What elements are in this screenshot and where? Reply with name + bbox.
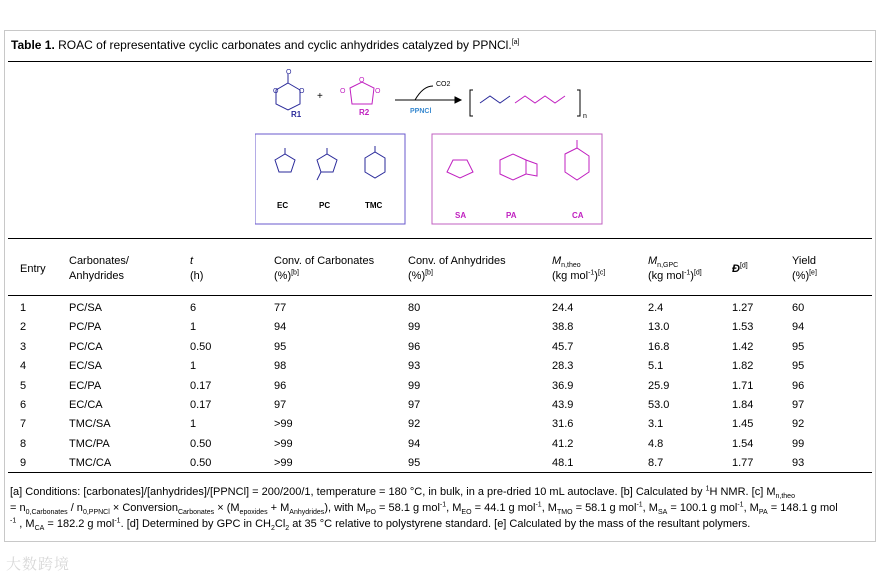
ec-structure xyxy=(275,148,295,172)
cell-dispersity: 1.42 xyxy=(732,340,754,353)
cell-sample: PC/CA xyxy=(69,340,103,353)
cell-yield: 95 xyxy=(792,340,805,353)
catalyst-label: PPNCl xyxy=(410,108,432,115)
cell-yield: 94 xyxy=(792,321,805,334)
pa-structure xyxy=(500,154,537,180)
cell-conv-anhydrides: 99 xyxy=(408,321,421,334)
co2-label: CO2 xyxy=(436,81,451,88)
cell-conv-carbonates: 95 xyxy=(274,340,287,353)
watermark: 大数跨境 xyxy=(6,556,71,573)
cell-yield: 60 xyxy=(792,302,805,314)
svg-text:O: O xyxy=(359,77,365,84)
svg-text:O: O xyxy=(375,88,381,95)
cell-time: 0.17 xyxy=(190,379,212,392)
cell-conv-anhydrides: 80 xyxy=(408,302,421,314)
cell-entry: 4 xyxy=(20,360,27,373)
cell-entry: 5 xyxy=(20,379,27,392)
table-bottom-rule xyxy=(8,472,872,473)
cell-conv-carbonates: 98 xyxy=(274,360,287,373)
r2-label: R2 xyxy=(359,108,370,117)
cell-mn-theo: 45.7 xyxy=(552,340,574,353)
svg-text:O: O xyxy=(273,88,279,95)
cell-mn-theo: 31.6 xyxy=(552,418,574,431)
cell-mn-theo: 43.9 xyxy=(552,399,574,411)
ca-label: CA xyxy=(572,211,584,220)
cell-time: 0.50 xyxy=(190,340,212,353)
cell-conv-carbonates: 96 xyxy=(274,379,287,392)
cell-time: 0.17 xyxy=(190,399,212,411)
cell-time: 1 xyxy=(190,360,197,373)
ca-structure xyxy=(565,140,589,180)
cell-mn-theo: 48.1 xyxy=(552,457,574,470)
cell-yield: 96 xyxy=(792,379,805,392)
cell-yield: 97 xyxy=(792,399,805,411)
footnote-c: [c] $M_{n,theo}$ = $n_{0,Carbonates} / n_{0,PPNCl}$ × Conversion$_{Carbonates}$ × $(M_{epoxides} + M_{Anhydrides})$, with $M_{PO} = 58.1$ g mol$^{-1}$, $M_{EO} = 44.1$ g mol$^{-1}$, $M_{TMO} = 58.1$ g mol$^{-1}$, $M_{SA} = 100.1$ g mol$^{-1}$, $M_{PA} = 148.1$ g mol $^{-1}$ , $M_{CA} = 182.2$ g mol$^{-1}$ xyxy=(10,486,838,533)
cell-mn-theo: 28.3 xyxy=(552,360,574,373)
cell-mn-gpc: 2.4 xyxy=(648,302,664,314)
r1-label: R1 xyxy=(291,110,302,119)
table-footnotes xyxy=(10,484,874,532)
cell-entry: 3 xyxy=(20,340,27,353)
header-top-rule xyxy=(8,238,872,239)
cell-conv-anhydrides: 95 xyxy=(408,457,421,470)
ec-label: EC xyxy=(277,201,289,210)
cell-dispersity: 1.82 xyxy=(732,360,754,373)
header-mn-gpc: $M_{n,GPC}$ (kg mol$^{-1}$)[d] xyxy=(648,255,702,282)
cell-mn-gpc: 16.8 xyxy=(648,340,670,353)
caption-label: Table 1. xyxy=(11,38,55,52)
cell-entry: 6 xyxy=(20,399,27,411)
cell-sample: TMC/CA xyxy=(69,457,112,470)
caption-text: ROAC of representative cyclic carbonates and cyclic anhydrides catalyzed by PPNCl. xyxy=(58,38,512,52)
cell-sample: EC/CA xyxy=(69,399,103,411)
cell-conv-carbonates: >99 xyxy=(274,418,293,431)
table-caption xyxy=(11,38,519,52)
cell-conv-carbonates: >99 xyxy=(274,437,293,450)
sa-label: SA xyxy=(455,211,467,220)
cell-time: 6 xyxy=(190,302,197,314)
cell-mn-gpc: 13.0 xyxy=(648,321,670,334)
cell-yield: 95 xyxy=(792,360,805,373)
cell-time: 1 xyxy=(190,418,197,431)
carbonate-box xyxy=(255,134,405,224)
cell-time: 1 xyxy=(190,321,197,334)
cell-mn-theo: 41.2 xyxy=(552,437,574,450)
cell-conv-anhydrides: 93 xyxy=(408,360,421,373)
cell-entry: 9 xyxy=(20,457,27,470)
cell-yield: 93 xyxy=(792,457,805,470)
header-yield: Yield (%)[e] xyxy=(792,255,817,282)
reaction-arrow xyxy=(395,86,461,103)
cell-entry: 7 xyxy=(20,418,27,431)
cell-mn-gpc: 53.0 xyxy=(648,399,670,411)
cell-mn-gpc: 5.1 xyxy=(648,360,664,373)
cell-dispersity: 1.84 xyxy=(732,399,754,411)
footnote-e: [e] Calculated by the mass of the resultant polymers. xyxy=(491,518,751,530)
cell-sample: EC/PA xyxy=(69,379,102,392)
header-time: t (h) xyxy=(190,255,204,282)
n-label: n xyxy=(583,113,587,120)
cell-conv-carbonates: 97 xyxy=(274,399,287,411)
footnote-b: [b] Calculated by $^1$H NMR. xyxy=(620,485,749,498)
header-mn-theo: $M_{n,theo}$ (kg mol$^{-1}$)[c] xyxy=(552,255,606,282)
cell-dispersity: 1.71 xyxy=(732,379,754,392)
header-dispersity: Đ[d] xyxy=(732,262,748,275)
cell-dispersity: 1.53 xyxy=(732,321,754,334)
svg-text:O: O xyxy=(340,88,346,95)
cell-entry: 8 xyxy=(20,437,27,450)
cell-time: 0.50 xyxy=(190,437,212,450)
carbonate-o: O xyxy=(286,69,292,76)
top-rule xyxy=(8,61,872,62)
carbonate-ring xyxy=(276,74,300,110)
cell-mn-gpc: 8.7 xyxy=(648,457,664,470)
polymer-structure xyxy=(470,90,580,116)
cell-sample: TMC/PA xyxy=(69,437,110,450)
cell-conv-anhydrides: 92 xyxy=(408,418,421,431)
cell-sample: TMC/SA xyxy=(69,418,111,431)
pa-label: PA xyxy=(506,211,517,220)
header-bottom-rule xyxy=(8,295,872,296)
reaction-scheme xyxy=(255,68,615,228)
cell-conv-anhydrides: 99 xyxy=(408,379,421,392)
footnote-d: . [d] Determined by GPC in $CH_2Cl_2$ at 35 °C relative to polystyrene standard. xyxy=(120,518,492,533)
cell-dispersity: 1.54 xyxy=(732,437,754,450)
header-entry: Entry xyxy=(20,263,46,275)
caption-note: [a] xyxy=(511,39,520,46)
cell-sample: EC/SA xyxy=(69,360,103,373)
cell-conv-anhydrides: 97 xyxy=(408,399,421,411)
pc-structure xyxy=(317,148,337,180)
tmc-label: TMC xyxy=(365,201,383,210)
cell-mn-theo: 24.4 xyxy=(552,302,574,314)
anhydride-ring xyxy=(350,82,374,104)
cell-mn-gpc: 3.1 xyxy=(648,418,664,431)
plus-sign: + xyxy=(317,91,323,102)
cell-conv-carbonates: 94 xyxy=(274,321,287,334)
cell-time: 0.50 xyxy=(190,457,212,470)
cell-conv-anhydrides: 94 xyxy=(408,437,421,450)
pc-label: PC xyxy=(319,201,331,210)
cell-conv-carbonates: >99 xyxy=(274,457,293,470)
header-conv-anhydrides: Conv. of Anhydrides (%)[b] xyxy=(408,255,506,282)
cell-yield: 92 xyxy=(792,418,805,431)
svg-text:O: O xyxy=(299,88,305,95)
header-conv-carbonates: Conv. of Carbonates (%)[b] xyxy=(274,255,375,282)
footnote-a: [a] Conditions: [carbonates]/[anhydrides]/[PPNCl] = 200/200/1, temperature = 180 °C, in bulk, in a pre-dried 10 mL autoclave. xyxy=(10,486,618,498)
header-carbonates: Carbonates/ Anhydrides xyxy=(69,255,129,282)
cell-yield: 99 xyxy=(792,437,805,450)
cell-dispersity: 1.27 xyxy=(732,302,754,314)
cell-mn-theo: 38.8 xyxy=(552,321,574,334)
cell-mn-theo: 36.9 xyxy=(552,379,574,392)
cell-entry: 2 xyxy=(20,321,27,334)
cell-mn-gpc: 25.9 xyxy=(648,379,670,392)
tmc-structure xyxy=(365,146,385,178)
cell-conv-anhydrides: 96 xyxy=(408,340,421,353)
cell-dispersity: 1.45 xyxy=(732,418,754,431)
sa-structure xyxy=(447,160,473,178)
cell-sample: PC/SA xyxy=(69,302,103,314)
cell-entry: 1 xyxy=(20,302,27,314)
cell-conv-carbonates: 77 xyxy=(274,302,287,314)
cell-sample: PC/PA xyxy=(69,321,102,334)
cell-mn-gpc: 4.8 xyxy=(648,437,664,450)
cell-dispersity: 1.77 xyxy=(732,457,754,470)
